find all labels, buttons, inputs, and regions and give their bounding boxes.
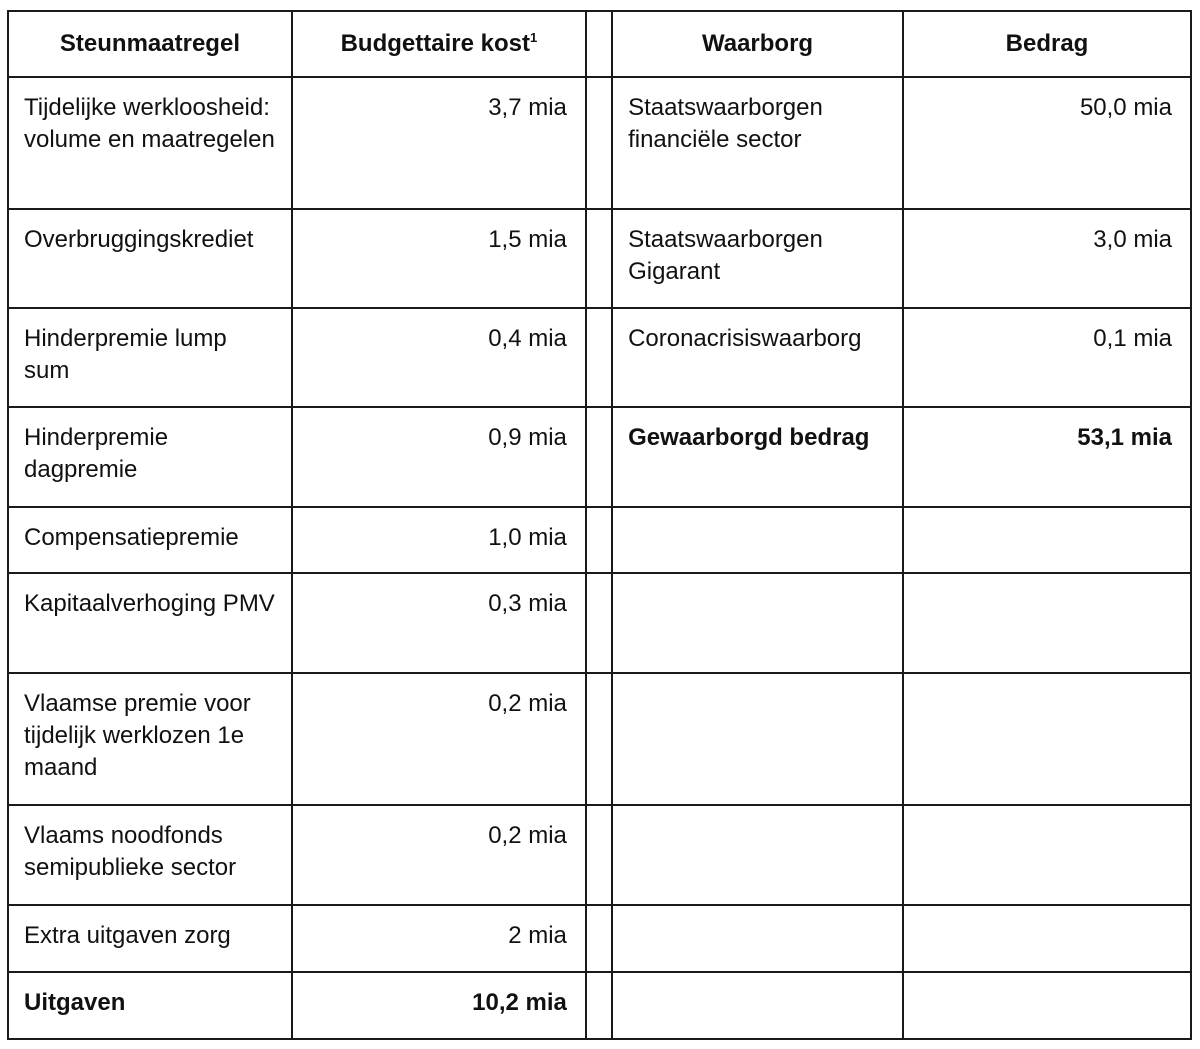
footnote-marker: 1	[529, 30, 538, 45]
empty-cell	[612, 972, 903, 1039]
empty-cell	[903, 507, 1191, 573]
header-amount: Bedrag	[903, 11, 1191, 77]
measure-cost: 3,7 mia	[292, 77, 586, 209]
spacer-cell	[586, 507, 612, 573]
empty-cell	[612, 573, 903, 673]
guarantee-label: Coronacrisiswaarborg	[612, 308, 903, 407]
measure-cost: 0,2 mia	[292, 805, 586, 905]
measures-total-label: Uitgaven	[8, 972, 292, 1039]
measure-cost: 0,9 mia	[292, 407, 586, 507]
guarantee-label: Staatswaarborgen Gigarant	[612, 209, 903, 308]
empty-cell	[612, 905, 903, 972]
table-row	[8, 77, 1191, 209]
table-row	[8, 573, 1191, 673]
measure-label: Vlaamse premie voor tijdelijk werklozen 1e maand	[8, 673, 292, 805]
guarantee-total-label: Gewaarborgd bedrag	[612, 407, 903, 507]
measure-cost: 1,0 mia	[292, 507, 586, 573]
measure-label: Overbruggingskrediet	[8, 209, 292, 308]
table-header-row	[8, 11, 1191, 77]
table-row	[8, 805, 1191, 905]
table-row	[8, 209, 1191, 308]
measure-cost: 0,4 mia	[292, 308, 586, 407]
measure-cost: 2 mia	[292, 905, 586, 972]
guarantee-label: Staatswaarborgen financiële sector	[612, 77, 903, 209]
empty-cell	[903, 972, 1191, 1039]
table-row	[8, 407, 1191, 507]
table-total-row	[8, 972, 1191, 1039]
measure-label: Hinderpremie lump sum	[8, 308, 292, 407]
budget-table-container	[7, 10, 1192, 1040]
header-budget-cost: Budgettaire kost$^1$	[292, 11, 586, 77]
spacer-cell	[586, 308, 612, 407]
measure-label: Tijdelijke werkloosheid: volume en maatregelen	[8, 77, 292, 209]
measures-total-value: 10,2 mia	[292, 972, 586, 1039]
guarantee-total-amount: 53,1 mia	[903, 407, 1191, 507]
table-row	[8, 905, 1191, 972]
empty-cell	[903, 673, 1191, 805]
guarantee-amount: 0,1 mia	[903, 308, 1191, 407]
measure-cost: 0,2 mia	[292, 673, 586, 805]
spacer-cell	[586, 77, 612, 209]
table-row	[8, 308, 1191, 407]
measure-label: Extra uitgaven zorg	[8, 905, 292, 972]
spacer-cell	[586, 209, 612, 308]
guarantee-amount: 50,0 mia	[903, 77, 1191, 209]
header-spacer	[586, 11, 612, 77]
measure-cost: 0,3 mia	[292, 573, 586, 673]
measure-cost: 1,5 mia	[292, 209, 586, 308]
empty-cell	[903, 805, 1191, 905]
header-guarantee: Waarborg	[612, 11, 903, 77]
measure-label: Vlaams noodfonds semipublieke sector	[8, 805, 292, 905]
empty-cell	[903, 573, 1191, 673]
measure-label: Compensatiepremie	[8, 507, 292, 573]
table-row	[8, 507, 1191, 573]
empty-cell	[612, 507, 903, 573]
table-row	[8, 673, 1191, 805]
spacer-cell	[586, 407, 612, 507]
empty-cell	[612, 805, 903, 905]
spacer-cell	[586, 673, 612, 805]
header-measure: Steunmaatregel	[8, 11, 292, 77]
spacer-cell	[586, 805, 612, 905]
measure-label: Kapitaalverhoging PMV	[8, 573, 292, 673]
empty-cell	[903, 905, 1191, 972]
spacer-cell	[586, 573, 612, 673]
spacer-cell	[586, 972, 612, 1039]
spacer-cell	[586, 905, 612, 972]
measure-label: Hinderpremie dagpremie	[8, 407, 292, 507]
support-measures-table	[7, 10, 1192, 1040]
guarantee-amount: 3,0 mia	[903, 209, 1191, 308]
empty-cell	[612, 673, 903, 805]
